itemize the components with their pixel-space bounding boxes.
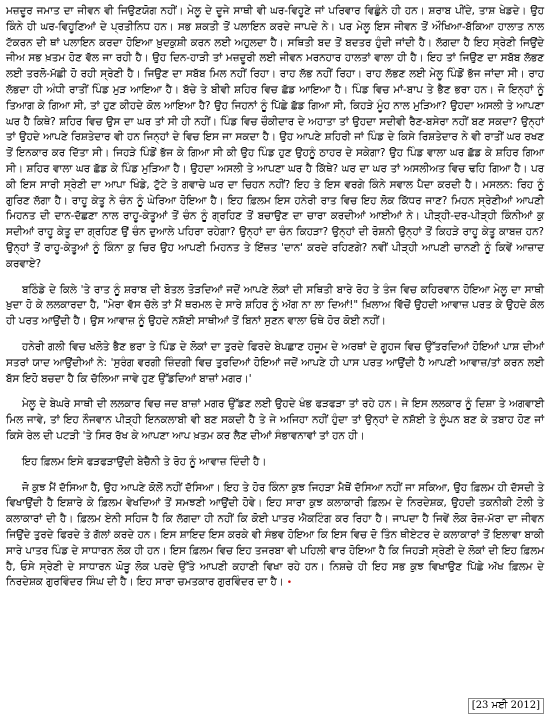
paragraph-4: ਮੇਲੂ ਦੇ ਬੇਘਰੇ ਸਾਥੀ ਦੀ ਲਲਕਾਰ ਵਿਚ ਜਦ ਬਾਜ਼ਾਂ ਮਗਰ ਉੱਡਣ ਲਈ ਉਹਦੇ ਖੰਭ ਫੜਫੜਾ ਤਾਂ ਰਹੇ ਹਨ। ਜੇ ਇਸ ਲਲਕਾਰ ਨੂੰ ਦਿਸ਼ਾ ਤੇ ਅਗਵਾਈ ਮਿਲ ਜਾਵੇ, ਤਾਂ ਇਹ ਨੌਜਵਾਨ ਪੀੜ੍ਹੀ ਇਨਕਲਾਬੀ ਵੀ ਬਣ ਸਕਦੀ ਹੈ ਤੇ ਜੇ ਅਜਿਹਾ ਨਹੀਂ ਹੁੰਦਾ ਤਾਂ ਉਨ੍ਹਾਂ ਦੇ ਨਸ਼ੱਈ ਤੇ ਲੂੰਪਨ ਬਣ ਕੇ ਤਬਾਹ ਹੋਣ ਜਾਂ ਕਿਸੇ ਰੇਲ ਦੀ ਪਟੜੀ 'ਤੇ ਸਿਰ ਰੱਖ ਕੇ ਆਪਣਾ ਆਪ ਖ਼ਤਮ ਕਰ ਲੈਣ ਦੀਆਂ ਸੰਭਾਵਨਾਵਾਂ ਤਾਂ ਹਨ ਹੀ। xyxy=(6,398,544,442)
paragraph-6-text: ਜੋ ਕੁਝ ਮੈਂ ਦੱਸਿਆ ਹੈ, ਉਹ ਆਪਣੇ ਕੋਲੋਂ ਨਹੀਂ ਦੱਸਿਆ। ਇਹ ਤੇ ਹੋਰ ਕਿੰਨਾ ਕੁਝ ਜਿਹੜਾ ਮੈਥੋਂ ਦੱਸਿਆ ਨਹੀਂ ਜਾ ਸਕਿਆ, ਉਹ ਫ਼ਿਲਮ ਹੀ ਦੱਸਦੀ ਤੇ ਵਿਖਾਉਂਦੀ ਹੈ ਇਸ਼ਾਰੇ ਕੇ ਫ਼ਿਲਮ ਵੇਖਦਿਆਂ ਤੋਂ ਸਮਝਣੀ ਆਉਂਦੀ ਹੋਵੇ। ਇਹ ਸਾਰਾ ਕੁਝ ਕਲਾਕਾਰੀ ਫ਼ਿਲਮ ਦੇ ਨਿਰਦੇਸ਼ਕ, ਉਹਦੀ ਤਕਨੀਕੀ ਟੋਲੀ ਤੇ ਕਲਾਕਾਰਾਂ ਦੀ ਹੈ। ਫ਼ਿਲਮ ਏਨੀ ਸਹਿਜ ਹੈ ਕਿ ਲੱਗਦਾ ਹੀ ਨਹੀਂ ਕਿ ਕੋਈ ਪਾਤਰ ਐਕਟਿੰਗ ਕਰ ਰਿਹਾ ਹੈ। ਜਾਪਦਾ ਹੈ ਜਿਵੇਂ ਲੋਕ ਰੋਜ਼-ਮੱਰਾ ਦਾ ਜੀਵਨ ਜਿਉਂਦੇ ਤੁਰਦੇ ਫਿਰਦੇ ਤੇ ਗੱਲਾਂ ਕਰਦੇ ਹਨ। ਇਸ ਸ਼ਾਇਦ ਇਸ ਕਰਕੇ ਵੀ ਸੰਭਵ ਹੋਇਆ ਕਿ ਇਸ ਵਿਚ ਦੋ ਤਿੰਨ ਥੀਏਟਰ ਦੇ ਕਲਾਕਾਰਾਂ ਤੋਂ ਇਲਾਵਾ ਬਾਕੀ ਸਾਰੇ ਪਾਤਰ ਪਿੰਡ ਦੇ ਸਾਧਾਰਨ ਲੋਕ ਹੀ ਹਨ। ਇਸ ਫ਼ਿਲਮ ਵਿਚ ਇਹ ਤਜਰਬਾ ਵੀ ਪਹਿਲੀ ਵਾਰ ਹੋਇਆ ਹੈ ਕਿ ਜਿਹੜੀ ਸ੍ਰੇਣੀ ਦੇ ਲੋਕਾਂ ਦੀ ਇਹ ਫ਼ਿਲਮ ਹੈ, ਓਸੇ ਸ੍ਰੇਣੀ ਦੇ ਸਾਧਾਰਨ ਘੋੜੂ ਲੋਕ ਪਰਦੇ ਉੱਤੇ ਆਪਣੀ ਕਹਾਣੀ ਵਿਖਾ ਰਹੇ ਹਨ। ਨਿਸ਼ਚੇ ਹੀ ਇਹ ਸਭ ਕੁਝ ਵਿਖਾਉਣ ਪਿੱਛੇ ਅੱਖ ਫ਼ਿਲਮ ਦੇ ਨਿਰਦੇਸ਼ਕ ਗੁਰਵਿੰਦਰ ਸਿੰਘ ਦੀ ਹੈ। ਇਹ ਸਾਰਾ ਚਮਤਕਾਰ ਗੁਰਵਿੰਦਰ ਦਾ ਹੈ। xyxy=(6,481,544,589)
end-mark-icon: • xyxy=(286,578,292,589)
article-body xyxy=(6,4,544,602)
paragraph-6 xyxy=(6,481,544,593)
paragraph-3: ਹਨੇਰੀ ਗਲੀ ਵਿਚ ਖਲੋਤੇ ਭੈਣ ਭਰਾ ਤੇ ਪਿੰਡ ਦੇ ਲੋਕਾਂ ਦਾ ਤੁਰਦੇ ਫਿਰਦੇ ਬੇਪਛਾਣ ਹਜੂਮ ਦੇ ਅਰਥਾਂ ਦੇ ਗੂਹਜ ਵਿਚ ਉੱਤਰਦਿਆਂ ਹੋਇਆਂ ਪਾਸ਼ ਦੀਆਂ ਸਤਰਾਂ ਯਾਦ ਆਉਂਦੀਆਂ ਨੇ: 'ਸੁਰੰਗ ਵਰਗੀ ਜ਼ਿੰਦਗੀ ਵਿਚ ਤੁਰਦਿਆਂ ਹੋਇਆਂ ਜਦੋਂ ਆਪਣੇ ਹੀ ਪਾਸ ਪਰਤ ਆਉਂਦੀ ਹੈ ਆਪਣੀ ਆਵਾਜ਼/ਤਾਂ ਕਰਨ ਲਈ ਬੱਸ ਇਹੋ ਬਚਦਾ ਹੈ ਕਿ ਚੱਲਿਆ ਜਾਵੇ ਹੁਣ ਉੱਡਦਿਆਂ ਬਾਜ਼ਾਂ ਮਗਰ।' xyxy=(6,340,544,385)
paragraph-1: ਮਜ਼ਦੂਰ ਜਮਾਤ ਦਾ ਜੀਵਨ ਵੀ ਜਿਉਣਯੋਗ ਨਹੀਂ। ਮੇਲੂ ਦੇ ਦੂਜੇ ਸਾਥੀ ਵੀ ਘਰ-ਵਿਹੂਣੇ ਜਾਂ ਪਰਿਵਾਰ ਵਿਛੁੰਨੇ ਹੀ ਹਨ। ਸ਼ਰਾਬ ਪੀਂਦੇ, ਤਾਸ਼ ਖੇਡਦੇ। ਉਹ ਕਿੰਨੇ ਹੀ ਘਰ-ਵਿਹੂਣਿਆਂ ਦੇ ਪ੍ਰਤੀਨਿਧ ਹਨ। ਸਭ ਸ਼ਕਤੀ ਤੋਂ ਪਲਾਇਨ ਕਰਦੇ ਜਾਪਦੇ ਨੇ। ਪਰ ਮੇਲੂ ਇਸ ਜੀਵਨ ਤੋਂ ਔਖਿਆ-ਬੱਕਿਆ ਹਾਲਾਤ ਨਾਲ ਟੱਕਰਨ ਦੀ ਥਾਂ ਪਲਾਇਨ ਕਰਦਾ ਹੋਇਆ ਖ਼ੁਦਕੁਸ਼ੀ ਕਰਨ ਲਈ ਅਹੁਲਦਾ ਹੈ। ਸਥਿਤੀ ਬਦ ਤੋਂ ਬਦਤਰ ਹੁੰਦੀ ਜਾਂਦੀ ਹੈ। ਲੱਗਦਾ ਹੈ ਇਹ ਸ੍ਰੇਣੀ ਜਿਉਂਦੇ ਜੀਅ ਸਭ ਖ਼ਤਮ ਹੋਣ ਵੱਲ ਜਾ ਰਹੀ ਹੈ। ਉਹ ਦਿਨ-ਹਾੜੀ ਤਾਂ ਮਜ਼ਦੂਰੀ ਲਈ ਜੀਵਨ ਮਰਨਹਾਰ ਹਾਲਤਾਂ ਵਾਲਾ ਹੀ ਹੈ। ਇਹ ਤਾਂ ਜਿਉਣ ਦਾ ਸਬੱਬ ਲੱਭਣ ਲਈ ਤਰਲੋ-ਮੱਛੀ ਹੋ ਰਹੀ ਸ੍ਰੇਣੀ ਹੈ। ਜਿਉਣ ਦਾ ਸਬੱਬ ਮਿਲ ਨਹੀਂ ਰਿਹਾ। ਰਾਹ ਲੱਭ ਨਹੀਂ ਰਿਹਾ। ਰਾਹ ਲੱਭਣ ਲਈ ਮੇਲੂ ਪਿੰਡੋਂ ਭੱਜ ਜਾਂਦਾ ਸੀ। ਰਾਹ ਲੱਭਦਾ ਹੀ ਅੰਧੀ ਰਾਤੀਂ ਪਿੰਡ ਮੁੜ ਆਇਆ ਹੈ। ਬੱਚੇ ਤੇ ਬੀਵੀ ਸ਼ਹਿਰ ਵਿਚ ਛੱਡ ਆਇਆ ਹੈ। ਪਿੰਡ ਵਿਚ ਮਾਂ-ਬਾਪ ਤੇ ਭੈਣ ਭਰਾ ਹਨ। ਜੋ ਇਨ੍ਹਾਂ ਨੂੰ ਤਿਆਗ ਕੇ ਗਿਆ ਸੀ, ਤਾਂ ਹੁਣ ਕੀਹਦੇ ਕੋਲ ਆਇਆ ਹੈ? ਉਹ ਜਿਹਨਾਂ ਨੂੰ ਪਿੱਛੇ ਛੱਡ ਗਿਆ ਸੀ, ਕਿਹੜੇ ਮੂੰਹ ਨਾਲ ਮੁੜਿਆ? ਉਹਦਾ ਅਸਲੀ ਤੇ ਆਪਣਾ ਘਰ ਹੈ ਕਿਥੇ? ਸ਼ਹਿਰ ਵਿਚ ਉਸ ਦਾ ਘਰ ਤਾਂ ਸੀ ਹੀ ਨਹੀਂ। ਪਿੰਡ ਵਿਚ ਚੌਕੀਦਾਰ ਦੇ ਅਹਾਤਾ ਤਾਂ ਉਹਦਾ ਸਦੀਵੀ ਰੈਣ-ਬਸੇਰਾ ਨਹੀਂ ਬਣ ਸਕਦਾ? ਉਨ੍ਹਾਂ ਤਾਂ ਉਹਦੇ ਆਪਣੇ ਰਿਸ਼ਤੇਦਾਰ ਵੀ ਹਨ ਜਿਨ੍ਹਾਂ ਦੇ ਵਿਚ ਇਸ ਜਾ ਸਕਦਾ ਹੈ। ਉਹ ਆਪਣੇ ਸ਼ਹਿਰੀ ਜਾਂ ਪਿੰਡ ਦੇ ਕਿਸੇ ਰਿਸ਼ਤੇਦਾਰ ਨੇ ਵੀ ਰਾਤੀਂ ਘਰ ਰਖਣ ਤੋਂ ਇਨਕਾਰ ਕਰ ਦਿੱਤਾ ਸੀ। ਜਿਹੜੇ ਪਿੰਡੋਂ ਭੱਜ ਕੇ ਗਿਆ ਸੀ ਕੀ ਉਹ ਪਿੰਡ ਹੁਣ ਉਹਨੂੰ ਠਾਹਰ ਦੇ ਸਕੇਗਾ? ਉਹ ਪਿੰਡ ਵਾਲਾ ਘਰ ਛੱਡ ਕੇ ਸ਼ਹਿਰ ਗਿਆ ਸੀ। ਸ਼ਹਿਰ ਵਾਲਾ ਘਰ ਛੱਡ ਕੇ ਪਿੰਡ ਮੁੜਿਆ ਹੈ। ਉਹਦਾ ਅਸਲੀ ਤੇ ਆਪਣਾ ਘਰ ਹੈ ਕਿੱਥੇ? ਘਰ ਦਾ ਘਰ ਤਾਂ ਅਸਲੀਅਤ ਵਿਚ ਢਹਿ ਗਿਆ ਹੈ। ਪਰ ਕੀ ਇਸ ਸਾਰੀ ਸ੍ਰੇਣੀ ਦਾ ਆਪਾ ਖਿੰਡੇ, ਟੁੱਟੇ ਤੇ ਗਵਾਚੇ ਘਰ ਦਾ ਚਿਹਨ ਨਹੀਂ? ਇਹ ਤੇ ਇਸ ਵਰਗੇ ਕਿੰਨੇ ਸਵਾਲ ਪੈਦਾ ਕਰਦੀ ਹੈ। ਮਸਲਨ: ਰਿਹ ਨੂੰ ਗੁਰਿਣ ਲੱਗਾ ਹੈ। ਰਾਹੂ ਕੇਤੂ ਨੇ ਚੰਨ ਨੂੰ ਘੇਰਿਆ ਹੋਇਆ ਹੈ। ਇਹ ਫ਼ਿਲਮ ਇਸ ਹਨੇਰੀ ਰਾਤ ਵਿਚ ਇਹ ਲੋਕ ਕਿੱਧਰ ਜਾਣ? ਮਿਹਨ ਸ੍ਰੇਣੀਆਂ ਆਪਣੀ ਮਿਹਨਤ ਦੀ ਦਾਨ-ਦੱਛਣਾ ਨਾਲ ਰਾਹੂ-ਕੇਤੂਆਂ ਤੋਂ ਚੰਨ ਨੂੰ ਗ੍ਰਹਿਣ ਤੋਂ ਬਚਾਉਣ ਦਾ ਚਾਰਾ ਕਰਦੀਆਂ ਆਈਆਂ ਨੇ। ਪੀੜ੍ਹੀ-ਦਰ-ਪੀੜ੍ਹੀ ਕਿੰਨੀਆਂ ਕੁ ਸਦੀਆਂ ਰਾਹੂ ਕੇਤੂ ਦਾ ਗ੍ਰਹਿਣ ਉਂ ਚੰਨ ਦੁਆਲੇ ਪਹਿਰਾ ਰਹੇਗਾ? ਉਨ੍ਹਾਂ ਦਾ ਚੰਨ ਕਿਹੜਾ? ਉਨ੍ਹਾਂ ਦੀ ਰੋਸ਼ਨੀ ਉਨ੍ਹਾਂ ਤੋਂ ਕਿਹੜੇ ਰਾਹੂ ਕੇਤੂ ਕਾਬਜ਼ ਹਨ? ਉਨ੍ਹਾਂ ਤੋਂ ਰਾਹੂ-ਕੇਤੂਆਂ ਨੂੰ ਕਿੰਨਾ ਕੁ ਚਿਰ ਉਹ ਆਪਣੀ ਮਿਹਨਤ ਤੇ ਇੱਜ਼ਤ 'ਦਾਨ' ਕਰਦੇ ਰਹਿਣਗੇ? ਨਵੀਂ ਪੀੜ੍ਹੀ ਆਪਣੀ ਚਾਨਣੀ ਨੂੰ ਕਿਵੇਂ ਆਜ਼ਾਦ ਕਰਵਾਏ? xyxy=(6,5,545,270)
paragraph-2: ਬਠਿੰਡੇ ਦੇ ਕਿਲੇ 'ਤੇ ਰਾਤ ਨੂੰ ਸ਼ਰਾਬ ਦੀ ਬੋਤਲ ਤੋੜਦਿਆਂ ਜਦੋਂ ਆਪਣੇ ਲੋਕਾਂ ਦੀ ਸਥਿਤੀ ਬਾਰੇ ਰੋਹ ਤੇ ਤੰਜ ਵਿਚ ਕਹਿਰਵਾਨ ਹੋਇਆ ਮੇਲੂ ਦਾ ਸਾਥੀ ਖ਼ੁਦਾ ਹੋ ਕੇ ਲਲਕਾਰਦਾ ਹੈ, "ਮੇਰਾ ਵੱਸ ਚੱਲੇ ਤਾਂ ਮੈਂ ਥਰਮਲ ਦੇ ਸਾਰੇ ਸ਼ਹਿਰ ਨੂੰ ਅੱਗ ਨਾ ਲਾ ਦਿਆਂ!" ਖ਼ਿਲਾਅ ਵਿੱਚੋਂ ਉਹਦੀ ਆਵਾਜ਼ ਪਰਤ ਕੇ ਉਹਦੇ ਕੋਲ ਹੀ ਪਰਤ ਆਉਂਦੀ ਹੈ। ਉਸ ਆਵਾਜ਼ ਨੂੰ ਉਹਦੇ ਨਸ਼ੱਈ ਸਾਥੀਆਂ ਤੋਂ ਬਿਨਾਂ ਸੁਣਨ ਵਾਲਾ ਓਥੇ ਹੋਰ ਕੋਈ ਨਹੀਂ। xyxy=(6,283,544,328)
paragraph-5: ਇਹ ਫ਼ਿਲਮ ਇਸੇ ਫੜਫੜਾਉਂਦੀ ਬੇਚੈਨੀ ਤੇ ਰੋਹ ਨੂੰ ਆਵਾਜ਼ ਦਿੰਦੀ ਹੈ। xyxy=(22,455,267,468)
publication-date: [23 ਮਈ 2012] xyxy=(468,698,544,714)
